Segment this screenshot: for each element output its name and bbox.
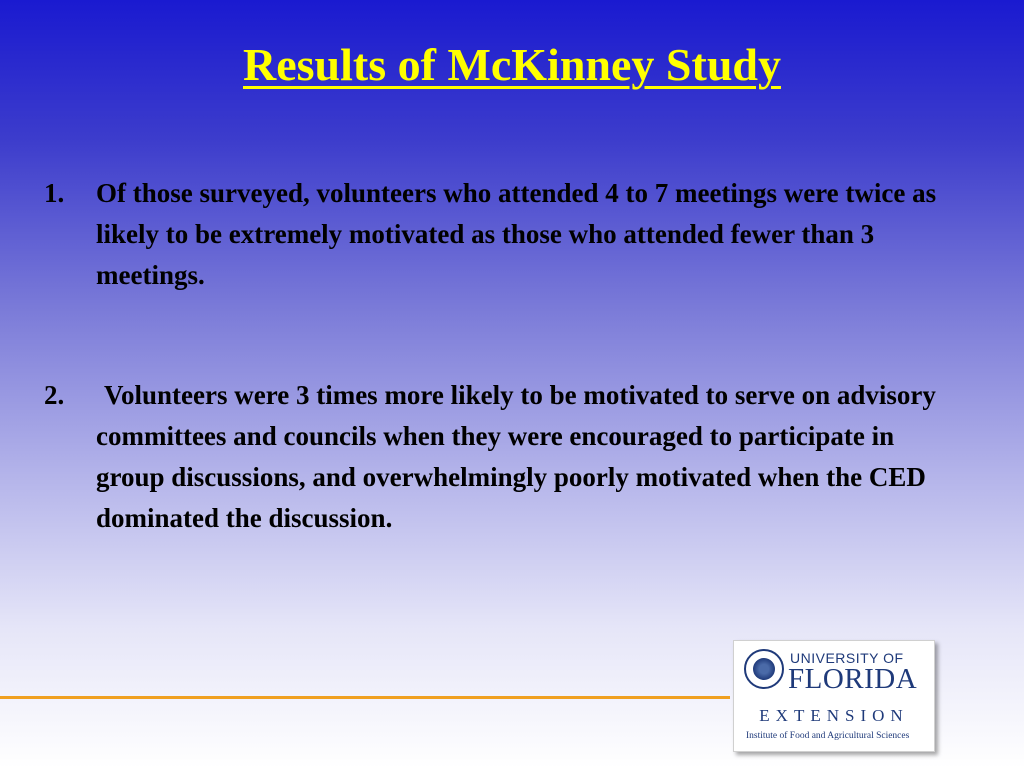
footer-divider — [0, 696, 730, 699]
logo-ifas-line: Institute of Food and Agricultural Sciences — [746, 731, 910, 741]
logo-florida-line: FLORIDA — [788, 663, 918, 695]
university-logo — [733, 640, 935, 752]
university-seal-icon — [744, 649, 784, 689]
list-item-number: 2. — [44, 380, 65, 410]
list-item — [44, 375, 944, 539]
list-item — [44, 173, 944, 296]
slide-title: Results of McKinney Study — [243, 39, 781, 90]
list-item-number: 1. — [44, 178, 65, 208]
list-item-text: Volunteers were 3 times more likely to be motivated to serve on advisory committees and councils when they were encouraged to participate in group discussions, and overwhelmingly poorly motivated when the CED dominated the discussion. — [96, 380, 936, 533]
logo-university-line: UNIVERSITY OF — [790, 650, 904, 666]
list-item-text: Of those surveyed, volunteers who attended 4 to 7 meetings were twice as likely to be extremely motivated as those who attended fewer than 3 meetings. — [96, 178, 937, 290]
logo-extension-line: EXTENSION — [759, 706, 909, 725]
